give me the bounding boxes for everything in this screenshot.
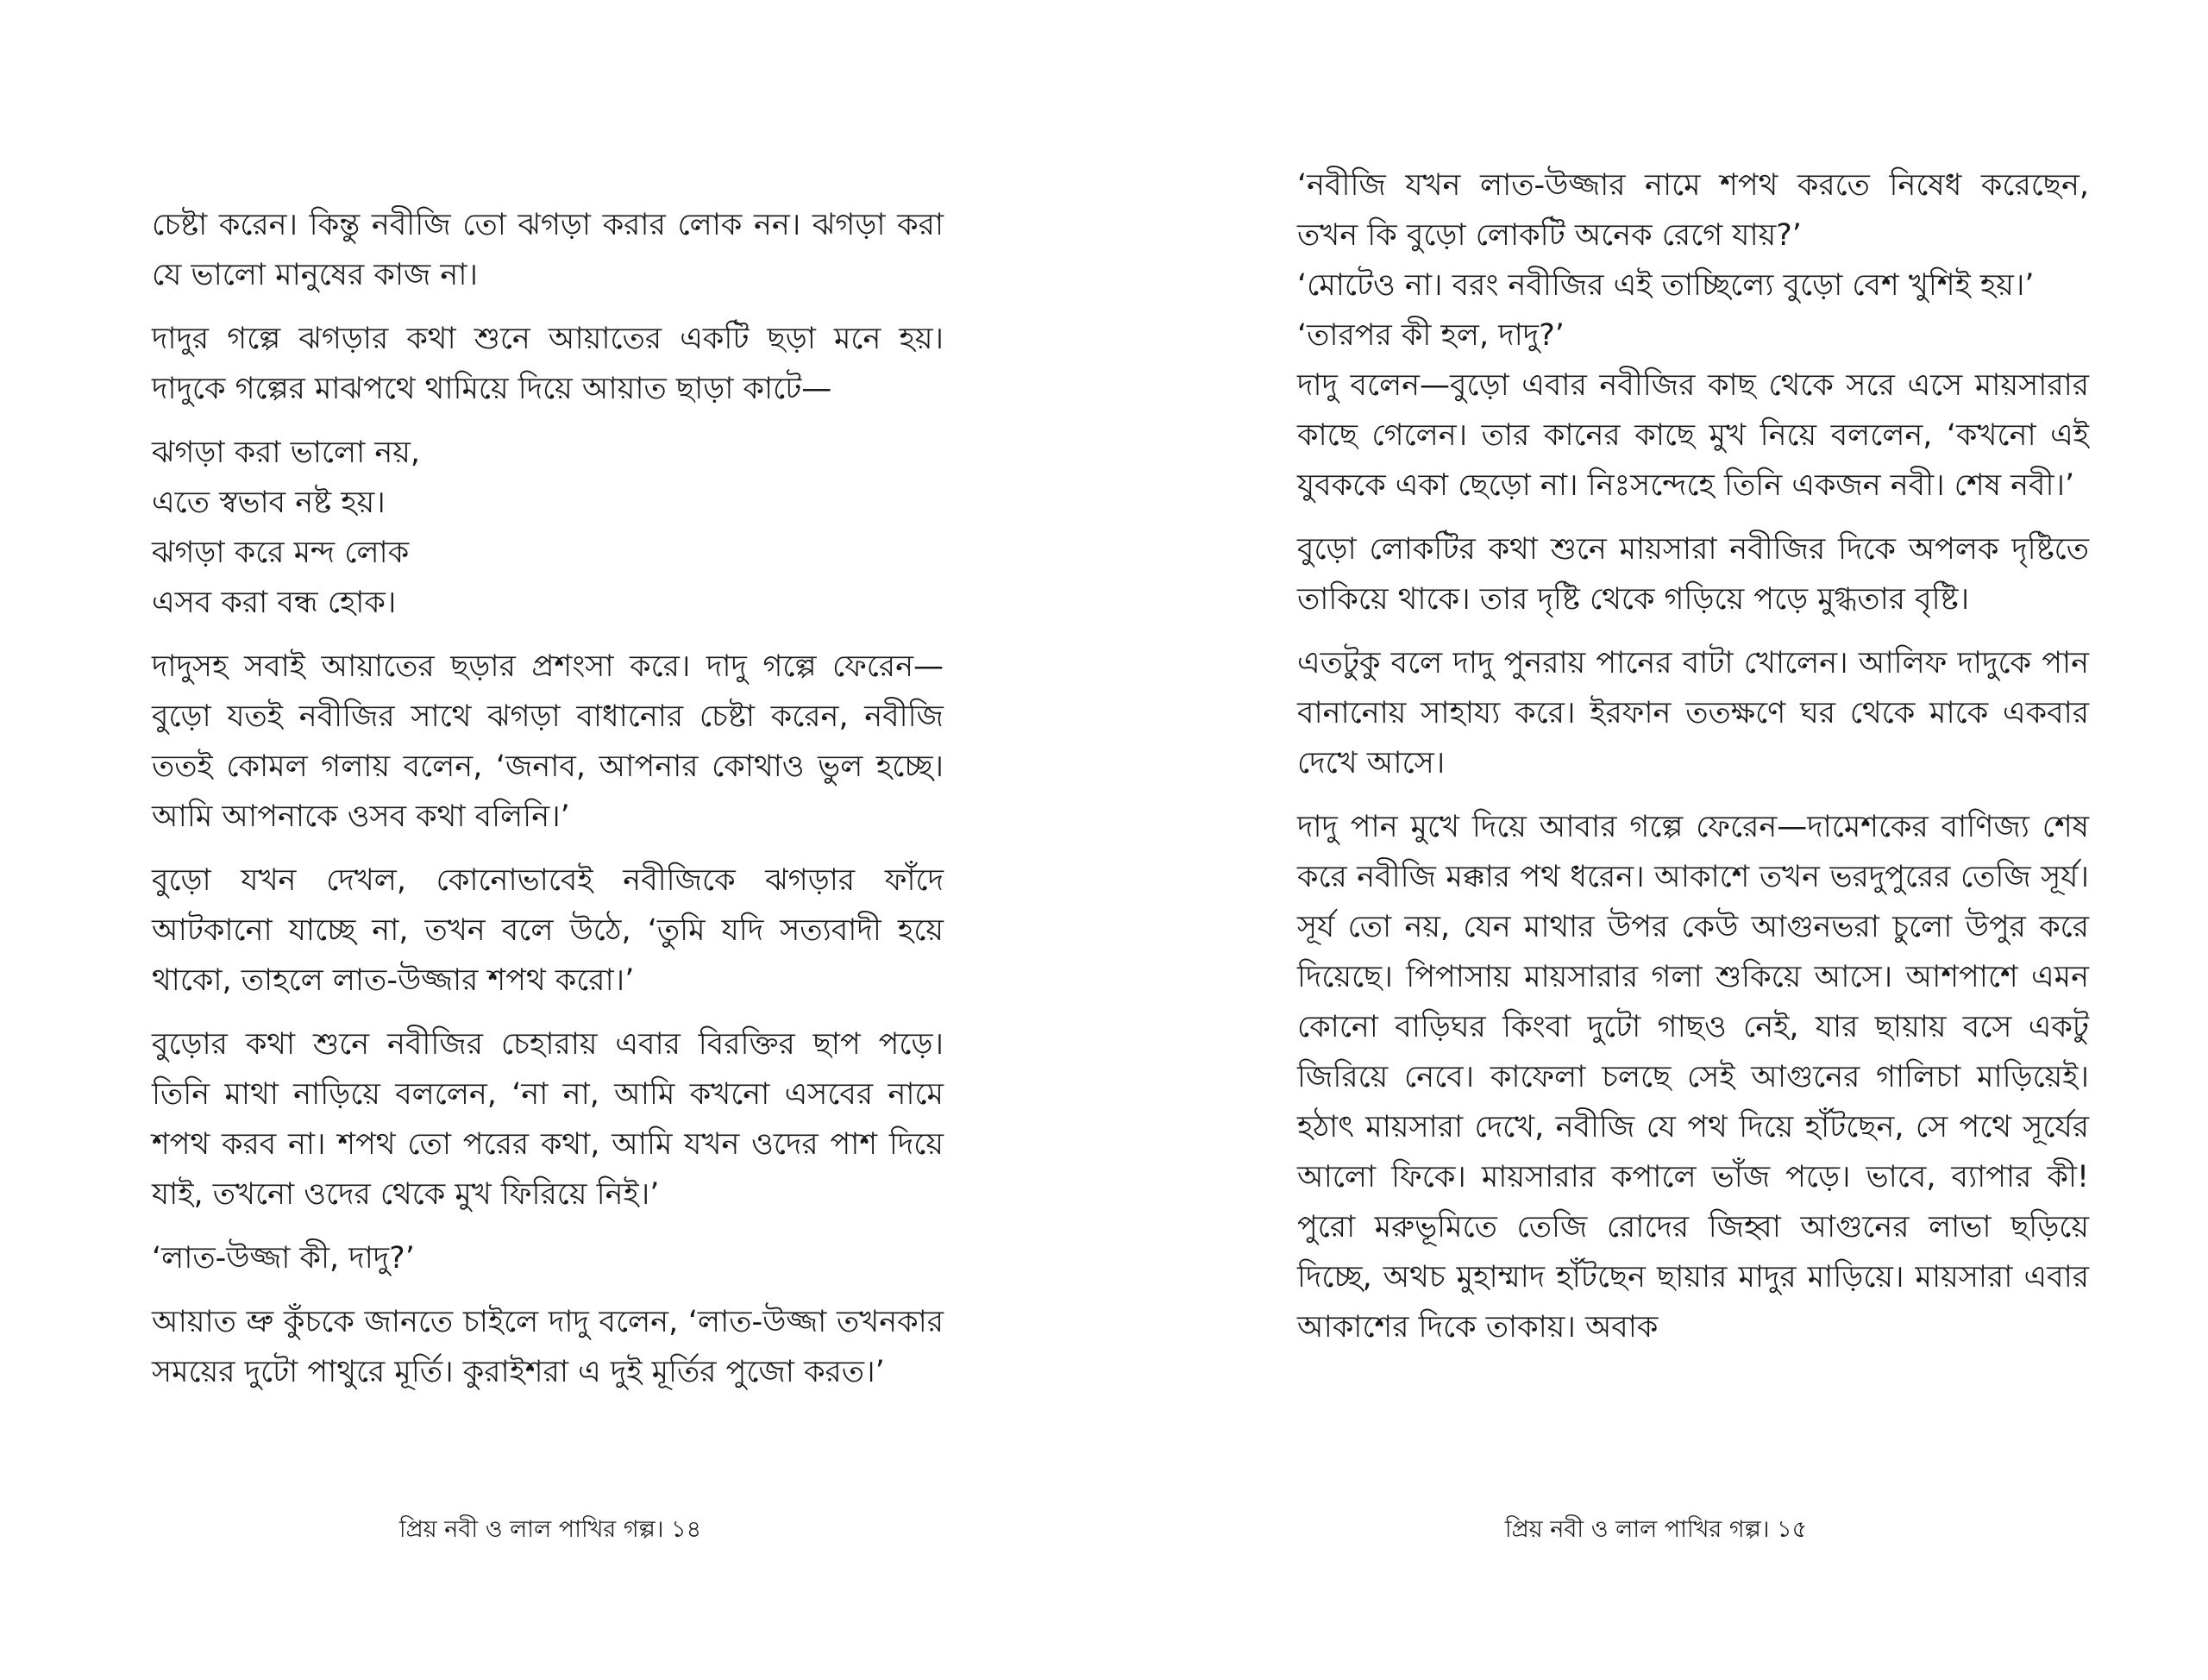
right-page	[1104, 0, 2208, 1680]
verse-line: ঝগড়া করে মন্দ লোক	[152, 536, 410, 570]
paragraph: আয়াত ভ্রু কুঁচকে জানতে চাইলে দাদু বলেন, ‘লাত-উজ্জা তখনকার সময়ের দুটো পাথুরে মূর্তি। কুরাইশরা এ দুই মূর্তির পুজো করত।’	[152, 1305, 944, 1389]
verse-line: ঝগড়া করা ভালো নয়,	[152, 436, 420, 470]
paragraph: ‘তারপর কী হল, দাদু?’	[1297, 318, 1565, 353]
verse-line: এসব করা বন্ধ হোক।	[152, 586, 397, 620]
verse-line: এতে স্বভাব নষ্ট হয়।	[152, 486, 386, 520]
left-page-text	[152, 200, 944, 1411]
paragraph: দাদুসহ সবাই আয়াতের ছড়ার প্রশংসা করে। দাদু গল্পে ফেরেন—বুড়ো যতই নবীজির সাথে ঝগড়া বাধানোর চেষ্টা করেন, নবীজি ততই কোমল গলায় বলেন, ‘জনাব, আপনার কোথাও ভুল হচ্ছে। আমি আপনাকে ওসব কথা বলিনি।’	[152, 649, 944, 834]
page-footer: প্রিয় নবী ও লাল পাখির গল্প। ১৪	[398, 1516, 702, 1543]
paragraph: ‘নবীজি যখন লাত-উজ্জার নামে শপথ করতে নিষেধ করেছেন, তখন কি বুড়ো লোকটি অনেক রেগে যায়?’	[1297, 168, 2089, 253]
page-footer: প্রিয় নবী ও লাল পাখির গল্প। ১৫	[1504, 1516, 1808, 1543]
paragraph: দাদুর গল্পে ঝগড়ার কথা শুনে আয়াতের একটি ছড়া মনে হয়। দাদুকে গল্পের মাঝপথে থামিয়ে দিয়ে আয়াত ছাড়া কাটে—	[152, 322, 944, 406]
paragraph: দাদু বলেন—বুড়ো এবার নবীজির কাছ থেকে সরে এসে মায়সারার কাছে গেলেন। তার কানের কাছে মুখ নিয়ে বললেন, ‘কখনো এই যুবককে একা ছেড়ো না। নিঃসন্দেহে তিনি একজন নবী। শেষ নবী।’	[1297, 368, 2089, 503]
paragraph: ‘মোটেও না। বরং নবীজির এই তাচ্ছিল্যে বুড়ো বেশ খুশিই হয়।’	[1297, 268, 2035, 303]
paragraph: দাদু পান মুখে দিয়ে আবার গল্পে ফেরেন—দামেশকের বাণিজ্য শেষ করে নবীজি মক্কার পথ ধরেন। আকাশে তখন ভরদুপুরের তেজি সূর্য। সূর্য তো নয়, যেন মাথার উপর কেউ আগুনভরা চুলো উপুর করে দিয়েছে। পিপাসায় মায়সারার গলা শুকিয়ে আসে। আশপাশে এমন কোনো বাড়িঘর কিংবা দুটো গাছও নেই, যার ছায়ায় বসে একটু জিরিয়ে নেবে। কাফেলা চলছে সেই আগুনের গালিচা মাড়িয়েই। হঠাৎ মায়সারা দেখে, নবীজি যে পথ দিয়ে হাঁটছেন, সে পথে সূর্যের আলো ফিকে। মায়সারার কপালে ভাঁজ পড়ে। ভাবে, ব্যাপার কী! পুরো মরুভূমিতে তেজি রোদের জিহ্বা আগুনের লাভা ছড়িয়ে দিচ্ছে, অথচ মুহাম্মাদ হাঁটছেন ছায়ার মাদুর মাড়িয়ে। মায়সারা এবার আকাশের দিকে তাকায়। অবাক	[1297, 810, 2089, 1345]
paragraph: বুড়ো লোকটির কথা শুনে মায়সারা নবীজির দিকে অপলক দৃষ্টিতে তাকিয়ে থাকে। তার দৃষ্টি থেকে গড়িয়ে পড়ে মুগ্ধতার বৃষ্টি।	[1297, 532, 2089, 617]
paragraph: এতটুকু বলে দাদু পুনরায় পানের বাটা খোলেন। আলিফ দাদুকে পান বানানোয় সাহায্য করে। ইরফান ততক্ষণে ঘর থেকে মাকে একবার দেখে আসে।	[1297, 646, 2089, 780]
paragraph: চেষ্টা করেন। কিন্তু নবীজি তো ঝগড়া করার লোক নন। ঝগড়া করা যে ভালো মানুষের কাজ না।	[152, 208, 944, 292]
paragraph: ‘লাত-উজ্জা কী, দাদু?’	[152, 1241, 415, 1276]
right-page-text	[1297, 160, 2089, 1366]
rhyme-verse	[152, 428, 944, 628]
paragraph: বুড়ো যখন দেখল, কোনোভাবেই নবীজিকে ঝগড়ার ফাঁদে আটকানো যাচ্ছে না, তখন বলে উঠে, ‘তুমি যদি সত্যবাদী হয়ে থাকো, তাহলে লাত-উজ্জার শপথ করো।’	[152, 863, 944, 998]
paragraph: বুড়োর কথা শুনে নবীজির চেহারায় এবার বিরক্তির ছাপ পড়ে। তিনি মাথা নাড়িয়ে বললেন, ‘না না, আমি কখনো এসবের নামে শপথ করব না। শপথ তো পরের কথা, আমি যখন ওদের পাশ দিয়ে যাই, তখনো ওদের থেকে মুখ ফিরিয়ে নিই।’	[152, 1027, 944, 1212]
